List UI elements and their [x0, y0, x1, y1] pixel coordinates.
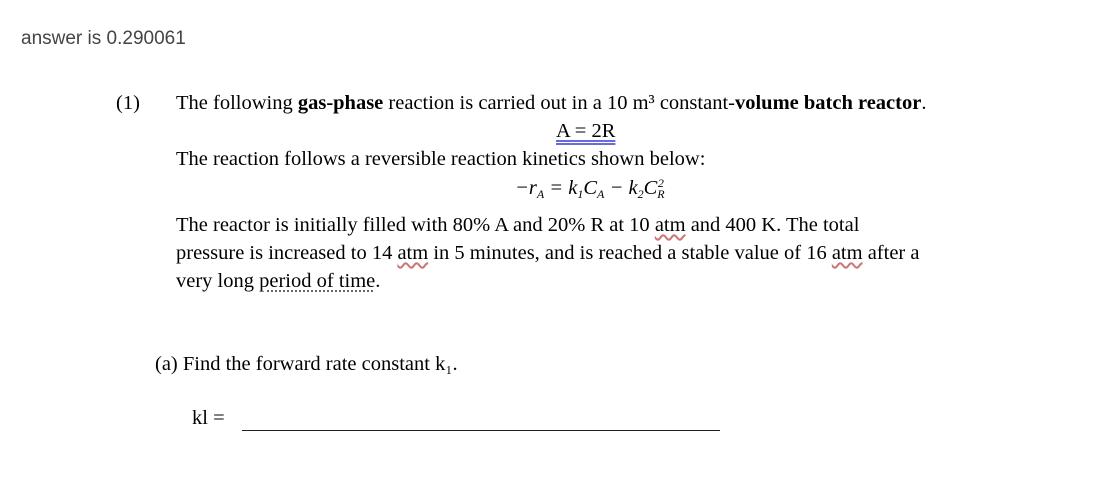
- answer-blank-line[interactable]: [242, 430, 720, 431]
- part-a-question: (a) Find the forward rate constant k₁.: [155, 353, 458, 375]
- bold-term-volume-batch-reactor: volume batch reactor: [734, 92, 922, 114]
- problem-line-5: [176, 269, 380, 294]
- bold-term-gas-phase: gas-phase: [297, 92, 384, 114]
- conc-a: C: [583, 177, 598, 199]
- text-run: The following: [176, 92, 298, 114]
- rate-lhs: −r: [515, 177, 537, 199]
- text-run: The reactor is initially filled with 80% A and 20% R at 10: [176, 214, 655, 236]
- conc-r-sub: R: [657, 187, 665, 202]
- text-run: after a: [862, 242, 920, 264]
- k1-sub: 1: [577, 187, 584, 201]
- unit-atm: atm: [654, 214, 686, 236]
- problem-line-2: The reaction follows a reversible reaction kinetics shown below:: [176, 148, 706, 170]
- rate-law: [515, 176, 665, 201]
- rate-eq: = k: [544, 177, 578, 199]
- conc-r-scripts: [657, 178, 664, 200]
- rate-lhs-sub: A: [536, 187, 545, 201]
- reaction-equation-text: A = 2R: [556, 120, 616, 142]
- k2-sub: 2: [637, 187, 644, 201]
- problem-line-1: [176, 91, 926, 116]
- answer-note: answer is 0.290061: [21, 28, 186, 49]
- problem-number: (1): [116, 92, 140, 114]
- text-run: very long: [176, 270, 260, 292]
- text-run: pressure is increased to 14: [176, 242, 398, 264]
- unit-atm: atm: [831, 242, 863, 264]
- reaction-equation: [556, 119, 615, 144]
- text-run: and 400 K. The total: [685, 214, 860, 236]
- conc-r: C: [643, 177, 658, 199]
- conc-a-sub: A: [597, 187, 605, 201]
- unit-atm: atm: [397, 242, 429, 264]
- text-run: .: [375, 270, 381, 292]
- text-run: in 5 minutes, and is reached a stable value of 16: [428, 242, 832, 264]
- answer-label: kl =: [192, 407, 225, 429]
- text-run: .: [921, 92, 927, 114]
- phrase-period-of-time: period of time: [259, 270, 376, 292]
- rate-minus: − k: [604, 177, 638, 199]
- problem-line-3: [176, 213, 859, 238]
- problem-line-4: [176, 241, 919, 266]
- conc-r-sup: 2: [657, 176, 664, 191]
- text-run: reaction is carried out in a 10 m³ constant-: [383, 92, 735, 114]
